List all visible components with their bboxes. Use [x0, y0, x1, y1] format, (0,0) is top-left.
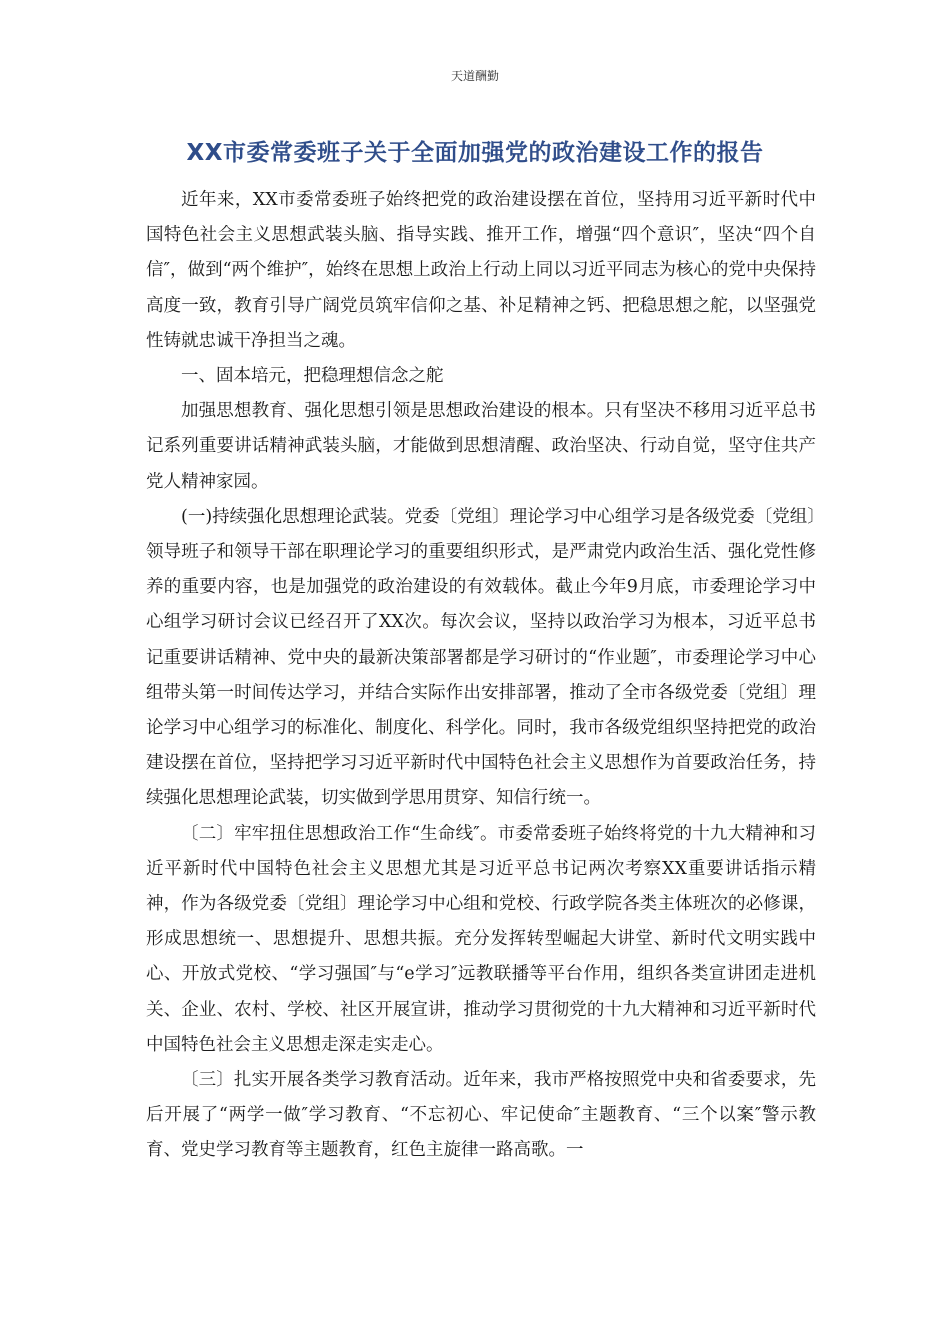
document-title: XX市委常委班子关于全面加强党的政治建设工作的报告: [186, 140, 764, 166]
document-body: [146, 183, 816, 1169]
running-header: 天道酬勤: [450, 69, 499, 83]
section-intro-paragraph: 加强思想教育、强化思想引领是思想政治建设的根本。只有坚决不移用习近平总书记系列重要讲话精神武装头脑，才能做到思想清醒、政治坚决、行动自觉，坚守住共产党人精神家园。: [146, 401, 816, 492]
subsection-1-paragraph: (一)持续强化思想理论武装。党委〔党组〕理论学习中心组学习是各级党委〔党组〕领导班子和领导干部在职理论学习的重要组织形式，是严肃党内政治生活、强化党性修养的重要内容，也是加强党的政治建设的有效载体。截止今年9月底，市委理论学习中心组学习研讨会议已经召开了XX次。每次会议，坚持以政治学习为根本，习近平总书记重要讲话精神、党中央的最新决策部署都是学习研讨的“作业题″，市委理论学习中心组带头第一时间传达学习，并结合实际作出安排部署，推动了全市各级党委〔党组〕理论学习中心组学习的标准化、制度化、科学化。同时，我市各级党组织坚持把党的政治建设摆在首位，坚持把学习习近平新时代中国特色社会主义思想作为首要政治任务，持续强化思想理论武装，切实做到学思用贯穿、知信行统一。: [146, 506, 816, 809]
subsection-3-paragraph: 〔三〕扎实开展各类学习教育活动。近年来，我市严格按照党中央和省委要求，先后开展了“两学一做″学习教育、“不忘初心、牢记使命″主题教育、“三个以案″警示教育、党史学习教育等主题教育，红色主旋律一路高歌。一: [146, 1070, 816, 1161]
subsection-2-paragraph: 〔二〕牢牢扭住思想政治工作“生命线″。市委常委班子始终将党的十九大精神和习近平新时代中国特色社会主义思想尤其是习近平总书记两次考察XX重要讲话指示精神，作为各级党委〔党组〕理论学习中心组和党校、行政学院各类主体班次的必修课，形成思想统一、思想提升、思想共振。充分发挥转型崛起大讲堂、新时代文明实践中心、开放式党校、“学习强国″与“e学习″远教联播等平台作用，组织各类宣讲团走进机关、企业、农村、学校、社区开展宣讲，推动学习贯彻党的十九大精神和习近平新时代中国特色社会主义思想走深走实走心。: [146, 823, 816, 1055]
intro-paragraph: 近年来，XX市委常委班子始终把党的政治建设摆在首位，坚持用习近平新时代中国特色社会主义思想武装头脑、指导实践、推开工作，增强“四个意识″，坚决“四个自信″，做到“两个维护″，始终在思想上政治上行动上同以习近平同志为核心的党中央保持高度一致，教育引导广阔党员筑牢信仰之基、补足精神之钙、把稳思想之舵，以坚强党性铸就忠诚干净担当之魂。: [146, 190, 816, 351]
section-heading: 一、固本培元，把稳理想信念之舵: [181, 366, 444, 387]
